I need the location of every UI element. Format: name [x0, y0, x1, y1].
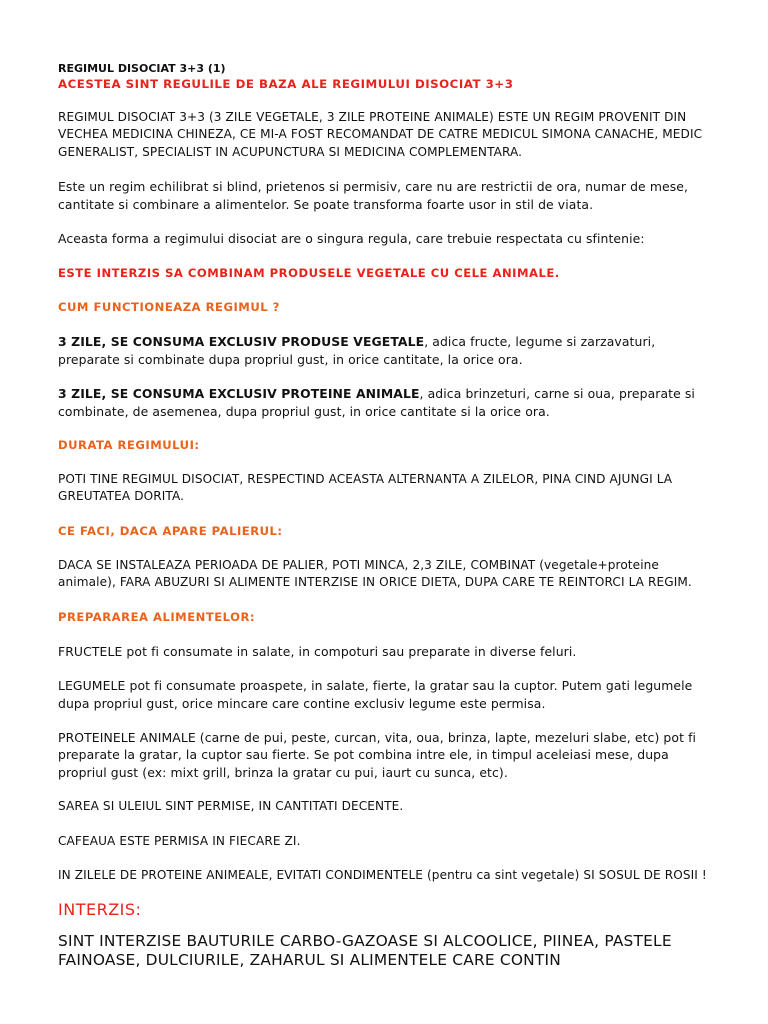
paragraph-single-rule: Aceasta forma a regimului disociat are o singura regula, care trebuie respectata cu sfintenie:: [58, 231, 645, 247]
paragraph-spices: IN ZILELE DE PROTEINE ANIMEALE, EVITATI CONDIMENTELE (pentru ca sint vegetale) SI SOSUL DE ROSII !: [58, 867, 707, 882]
paragraph-coffee: CAFEAUA ESTE PERMISA IN FIECARE ZI.: [58, 833, 301, 848]
intro-paragraph: REGIMUL DISOCIAT 3+3 (3 ZILE VEGETALE, 3 ZILE PROTEINE ANIMALE) ESTE UN REGIM PROVENIT DIN VECHEA MEDICINA CHINEZA, CE MI-A FOST RECOMANDAT DE CATRE MEDICUL SIMONA CANACHE, MEDIC GENERALIST, SPECIALIST IN ACUPUNCTURA SI MEDICINA COMPLEMENTARA.: [58, 110, 703, 159]
heading-duration: DURATA REGIMULUI:: [58, 438, 200, 453]
paragraph-vegetable-days: [58, 333, 718, 368]
paragraph-plateau: DACA SE INSTALEAZA PERIOADA DE PALIER, POTI MINCA, 2,3 ZILE, COMBINAT (vegetale+proteine animale), FARA ABUZURI SI ALIMENTE INTERZISE IN ORICE DIETA, DUPA CARE TE REINTORCI LA REGIM.: [58, 557, 692, 590]
doc-title: REGIMUL DISOCIAT 3+3 (1): [58, 62, 226, 75]
paragraph-protein-days: [58, 385, 718, 420]
paragraph-proteins: PROTEINELE ANIMALE (carne de pui, peste, curcan, vita, oua, brinza, lapte, mezeluri slabe, etc) pot fi preparate la gratar, la cuptor sau fierte. Se pot combina intre ele, in timpul aceleiasi mese, dupa propriul gust (ex: mixt grill, brinza la gratar cu pui, iaurt cu sunca, etc).: [58, 729, 697, 780]
heading-how-it-works: CUM FUNCTIONEAZA REGIMUL ?: [58, 300, 280, 315]
paragraph-duration: POTI TINE REGIMUL DISOCIAT, RESPECTIND ACEASTA ALTERNANTA A ZILELOR, PINA CIND AJUNGI LA GREUTATEA DORITA.: [58, 472, 673, 504]
protein-days-text: , adica brinzeturi, carne si oua, preparate si combinate, de asemenea, dupa propriul gust, in orice cantitate si la orice ora.: [58, 386, 695, 419]
protein-days-bold: 3 ZILE, SE CONSUMA EXCLUSIV PROTEINE ANIMALE: [58, 386, 420, 402]
paragraph-fruits: FRUCTELE pot fi consumate in salate, in compoturi sau preparate in diverse feluri.: [58, 643, 577, 659]
heading-plateau: CE FACI, DACA APARE PALIERUL:: [58, 523, 283, 538]
heading-forbidden: INTERZIS:: [58, 900, 142, 920]
heading-preparation: PREPARAREA ALIMENTELOR:: [58, 609, 256, 624]
paragraph-balanced-regime: Este un regim echilibrat si blind, prietenos si permisiv, care nu are restrictii de ora, numar de mese, cantitate si combinare a alimentelor. Se poate transforma foarte usor in stil de viata.: [58, 179, 689, 212]
paragraph-salt-oil: SAREA SI ULEIUL SINT PERMISE, IN CANTITATI DECENTE.: [58, 799, 404, 814]
vegetable-days-text: , adica fructe, legume si zarzavaturi, preparate si combinate dupa propriul gust, in orice cantitate, la orice ora.: [58, 334, 656, 367]
paragraph-vegetables: LEGUMELE pot fi consumate proaspete, in salate, fierte, la gratar sau la cuptor. Putem gati legumele dupa propriul gust, orice mincare care contine exclusiv legume este permisa.: [58, 678, 693, 711]
main-rule: ESTE INTERZIS SA COMBINAM PRODUSELE VEGETALE CU CELE ANIMALE.: [58, 266, 560, 281]
vegetable-days-bold: 3 ZILE, SE CONSUMA EXCLUSIV PRODUSE VEGETALE: [58, 334, 425, 350]
doc-subtitle: ACESTEA SINT REGULILE DE BAZA ALE REGIMULUI DISOCIAT 3+3: [58, 77, 514, 91]
paragraph-forbidden: SINT INTERZISE BAUTURILE CARBO-GAZOASE SI ALCOOLICE, PIINEA, PASTELE FAINOASE, DULCIURILE, ZAHARUL SI ALIMENTELE CARE CONTIN: [58, 932, 672, 969]
